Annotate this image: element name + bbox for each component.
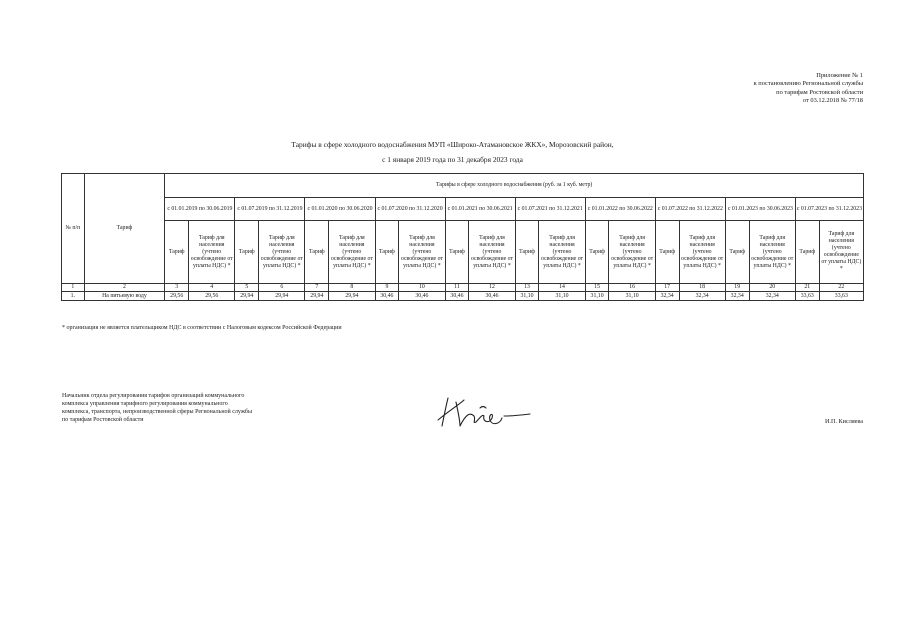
period-header: с 01.01.2020 по 30.06.2020	[305, 198, 375, 221]
tariff-value: 29,94	[235, 292, 259, 301]
period-header: с 01.07.2023 по 31.12.2023	[795, 198, 863, 221]
tariff-value: 32,34	[725, 292, 749, 301]
subheader-tariff: Тариф	[235, 221, 259, 284]
period-header: с 01.01.2019 по 30.06.2019	[165, 198, 235, 221]
appendix-line: по тарифам Ростовской области	[776, 88, 863, 96]
period-header: с 01.07.2020 по 31.12.2020	[375, 198, 445, 221]
subheader-tariff: Тариф	[725, 221, 749, 284]
column-number: 21	[795, 284, 819, 292]
tariff-value: 33,63	[795, 292, 819, 301]
row-number: 1.	[62, 292, 85, 301]
period-header: с 01.01.2023 по 30.06.2023	[725, 198, 795, 221]
subheader-population-tariff: Тариф для населения (учтено освобождение от уплаты НДС) *	[819, 221, 863, 284]
column-number: 14	[539, 284, 585, 292]
column-number: 17	[655, 284, 679, 292]
subheader-population-tariff: Тариф для населения (учтено освобождение от уплаты НДС) *	[329, 221, 375, 284]
tariff-value: 31,10	[539, 292, 585, 301]
tariff-value: 32,34	[655, 292, 679, 301]
period-header: с 01.07.2019 по 31.12.2019	[235, 198, 305, 221]
tariff-value: 30,46	[399, 292, 445, 301]
subheader-tariff: Тариф	[165, 221, 189, 284]
column-number: 15	[585, 284, 609, 292]
signer-line: комплекса, транспорта, непроизводственной сферы Региональной службы	[62, 409, 252, 415]
tariff-value: 32,34	[749, 292, 795, 301]
tariff-value: 31,10	[515, 292, 539, 301]
column-number: 1	[62, 284, 85, 292]
signer-position	[62, 392, 302, 424]
column-number: 10	[399, 284, 445, 292]
column-number: 3	[165, 284, 189, 292]
subheader-population-tariff: Тариф для населения (учтено освобождение от уплаты НДС) *	[749, 221, 795, 284]
header-group: Тарифы в сфере холодного водоснабжения (руб. за 1 куб. метр)	[165, 174, 864, 198]
tariff-value: 33,63	[819, 292, 863, 301]
column-number: 19	[725, 284, 749, 292]
tariff-value: 29,94	[259, 292, 305, 301]
column-number: 2	[84, 284, 165, 292]
column-number: 9	[375, 284, 399, 292]
document-title: Тарифы в сфере холодного водоснабжения МУП «Широко-Атамановское ЖКХ», Морозовский район,	[291, 140, 614, 149]
subheader-tariff: Тариф	[655, 221, 679, 284]
subheader-tariff: Тариф	[515, 221, 539, 284]
footnote: * организация не является плательщиком НДС в соответствии с Налоговым кодексом Российской Федерации	[62, 325, 342, 331]
subheader-tariff: Тариф	[305, 221, 329, 284]
column-number: 18	[679, 284, 725, 292]
signer-line: Начальник отдела регулирования тарифов организаций коммунального	[62, 393, 245, 399]
tariff-value: 32,34	[679, 292, 725, 301]
tariff-value: 29,56	[189, 292, 235, 301]
header-tariff: Тариф	[84, 174, 165, 284]
period-header: с 01.07.2022 по 31.12.2022	[655, 198, 725, 221]
appendix-line: Приложение № 1	[816, 72, 863, 79]
appendix-block	[603, 72, 863, 106]
subheader-population-tariff: Тариф для населения (учтено освобождение от уплаты НДС) *	[539, 221, 585, 284]
tariff-value: 29,94	[329, 292, 375, 301]
column-number: 20	[749, 284, 795, 292]
row-name: На питьевую воду	[84, 292, 165, 301]
subheader-population-tariff: Тариф для населения (учтено освобождение от уплаты НДС) *	[189, 221, 235, 284]
tariff-table	[61, 173, 864, 301]
handwritten-signature	[430, 392, 540, 432]
signer-name: И.П. Кисляева	[824, 418, 863, 425]
subheader-population-tariff: Тариф для населения (учтено освобождение от уплаты НДС) *	[469, 221, 515, 284]
column-number: 8	[329, 284, 375, 292]
column-number: 12	[469, 284, 515, 292]
column-number: 7	[305, 284, 329, 292]
document-period: с 1 января 2019 года по 31 декабря 2023 года	[382, 155, 523, 164]
tariff-value: 29,56	[165, 292, 189, 301]
column-number: 16	[609, 284, 655, 292]
column-number: 5	[235, 284, 259, 292]
tariff-value: 30,46	[375, 292, 399, 301]
subheader-population-tariff: Тариф для населения (учтено освобождение от уплаты НДС) *	[609, 221, 655, 284]
period-header: с 01.01.2021 по 30.06.2021	[445, 198, 515, 221]
period-header: с 01.01.2022 по 30.06.2022	[585, 198, 655, 221]
column-number: 11	[445, 284, 469, 292]
tariff-value: 30,46	[445, 292, 469, 301]
header-no: № п/п	[62, 174, 85, 284]
column-number: 13	[515, 284, 539, 292]
tariff-value: 29,94	[305, 292, 329, 301]
subheader-tariff: Тариф	[795, 221, 819, 284]
column-number: 22	[819, 284, 863, 292]
tariff-value: 30,46	[469, 292, 515, 301]
column-number: 4	[189, 284, 235, 292]
column-number: 6	[259, 284, 305, 292]
subheader-tariff: Тариф	[445, 221, 469, 284]
period-header: с 01.07.2021 по 31.12.2021	[515, 198, 585, 221]
appendix-line: от 03.12.2018 № 77/18	[802, 97, 863, 105]
subheader-population-tariff: Тариф для населения (учтено освобождение от уплаты НДС) *	[399, 221, 445, 284]
subheader-population-tariff: Тариф для населения (учтено освобождение от уплаты НДС) *	[259, 221, 305, 284]
appendix-line: к постановлению Региональной службы	[753, 80, 863, 88]
subheader-population-tariff: Тариф для населения (учтено освобождение от уплаты НДС) *	[679, 221, 725, 284]
subheader-tariff: Тариф	[585, 221, 609, 284]
signer-line: комплекса управления тарифного регулирования коммунального	[62, 401, 228, 407]
subheader-tariff: Тариф	[375, 221, 399, 284]
tariff-value: 31,10	[585, 292, 609, 301]
signer-line: по тарифам Ростовской области	[62, 417, 144, 423]
tariff-value: 31,10	[609, 292, 655, 301]
